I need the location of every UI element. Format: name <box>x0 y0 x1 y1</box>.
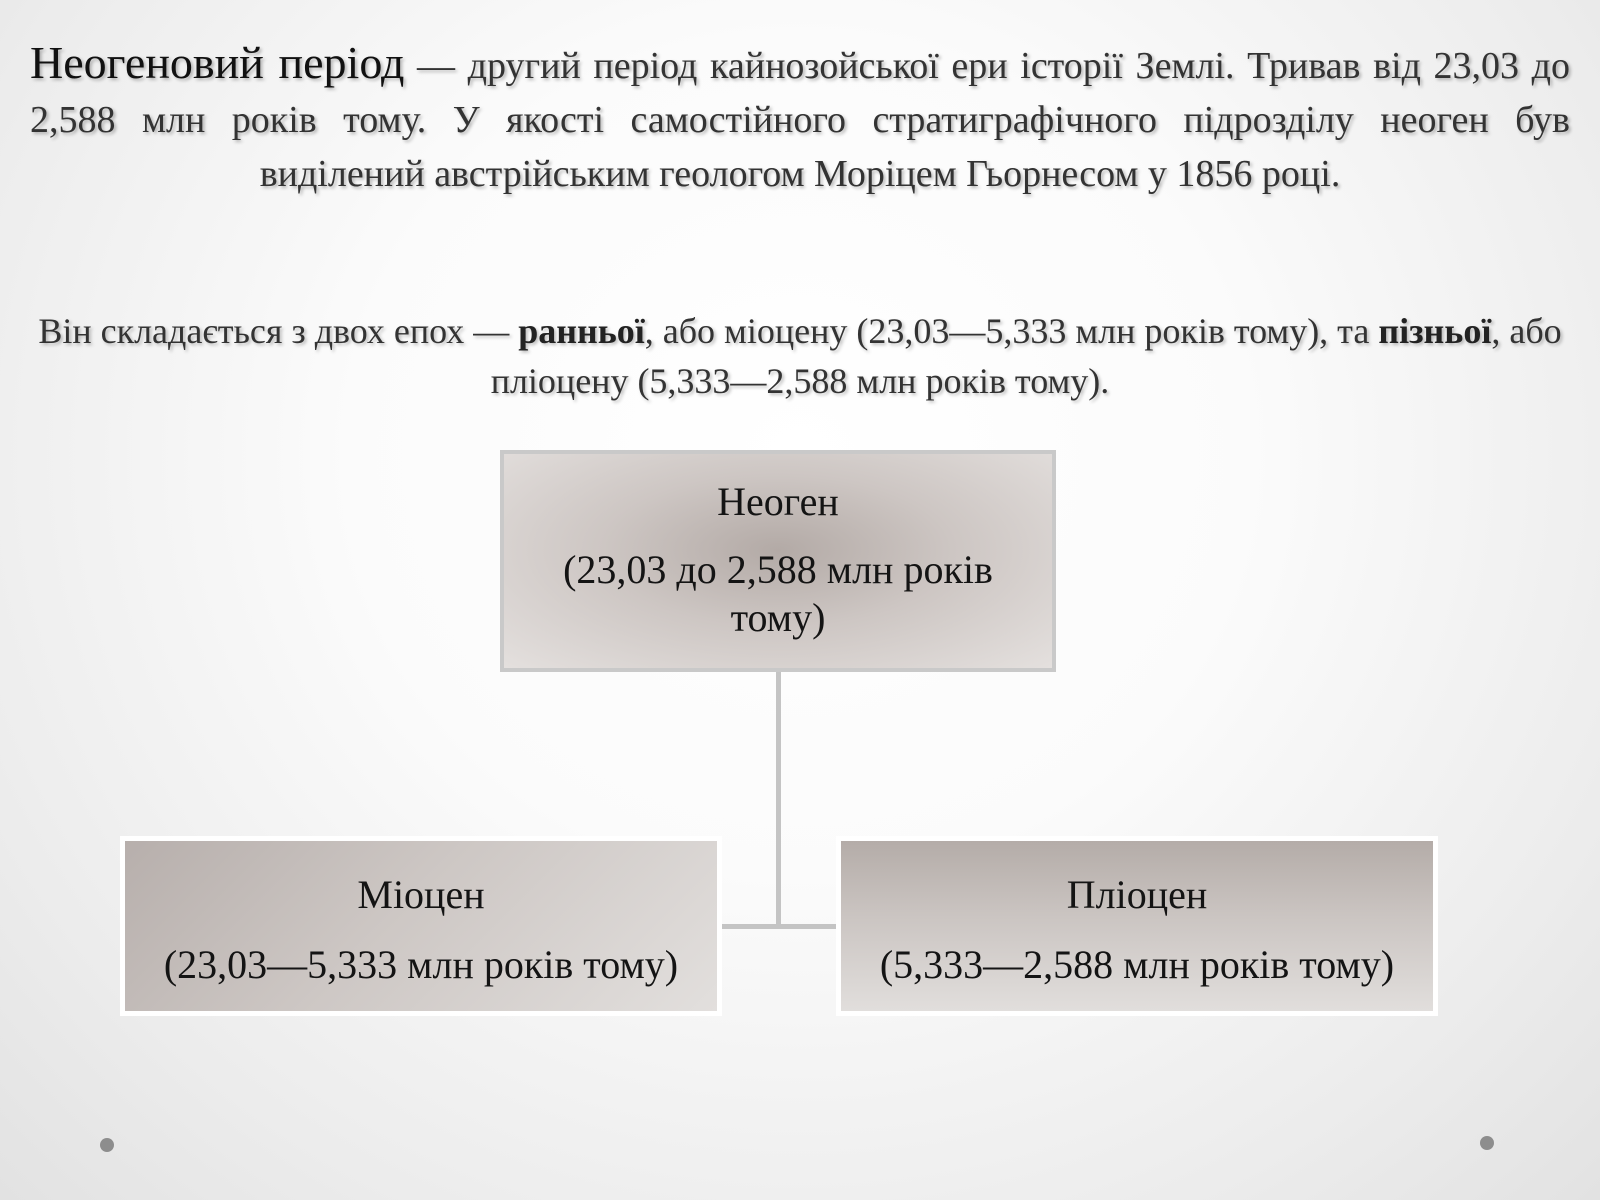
intro-text: — другий період кайнозойської ери історії Землі. Тривав від 23,03 до 2,588 млн років тому. У якості самостійного стратиграфічного підрозділу неоген був виділений австрійським геологом Моріцем Гьорнесом у 1856 році. <box>30 45 1570 195</box>
node-neogene-range: (23,03 до 2,588 млн років тому) <box>563 547 993 640</box>
node-neogene-name: Неоген <box>717 479 839 524</box>
node-pliocene-range: (5,333—2,588 млн років тому) <box>879 942 1395 987</box>
decorative-dot-left <box>100 1138 114 1152</box>
epochs-text-3: , або пліоцену (5,333—2,588 млн років тому). <box>490 311 1562 401</box>
node-pliocene <box>836 836 1438 1016</box>
epoch-early-label: ранньої <box>518 311 645 351</box>
epochs-paragraph <box>20 306 1580 406</box>
epoch-late-label: пізньої <box>1378 311 1492 351</box>
intro-term: Неогеновий період <box>30 37 405 88</box>
connector-horizontal <box>722 924 836 929</box>
epochs-text-1: Він складається з двох епох — <box>38 311 519 351</box>
connector-vertical <box>776 672 781 928</box>
decorative-dot-right <box>1480 1136 1494 1150</box>
intro-paragraph <box>30 36 1570 201</box>
epochs-text-2: , або міоцену (23,03—5,333 млн років тому), та <box>644 311 1379 351</box>
node-miocene-name: Міоцен <box>357 872 485 917</box>
node-miocene-range: (23,03—5,333 млн років тому) <box>163 942 679 987</box>
node-neogene <box>500 450 1056 672</box>
node-miocene <box>120 836 722 1016</box>
node-pliocene-name: Пліоцен <box>1066 872 1208 917</box>
